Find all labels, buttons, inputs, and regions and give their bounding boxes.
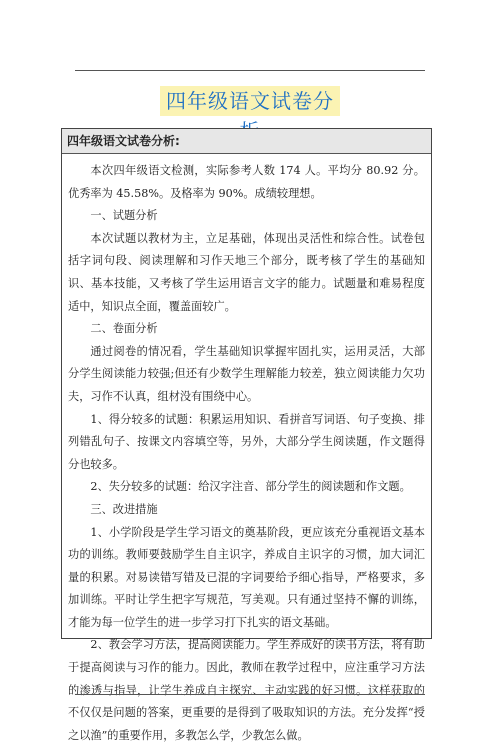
high-score-items-paragraph: 1、得分较多的试题：积累运用知识、看拼音写词语、句子变换、排列错乱句子、按课文内容填空等，另外，大部分学生阅读题，作文题得分也较多。 xyxy=(68,412,425,471)
improvement-paragraph-1: 1、小学阶段是学生学习语文的奠基阶段，更应该充分重视语文基本功的训练。教师要鼓励学生自主识字，养成自主识字的习惯，加大词汇量的积累。对易读错写错及已混的字词要给予细心指导，严格要求，多加训练。平时让学生把字写规范，写美观。只有通过坚持不懈的训练，才能为每一位学生的进一步学习打下扎实的语文基础。 xyxy=(68,525,425,629)
box-header: 四年级语文试卷分析: xyxy=(62,129,431,154)
summary-paragraph: 本次四年级语文检测，实际参考人数 174 人。平均分 80.92 分。优秀率为 45.58%。及格率为 90%。成绩较理想。 xyxy=(68,164,425,200)
section-heading-question-analysis: 一、试题分析 xyxy=(90,209,158,223)
low-score-items-paragraph: 2、失分较多的试题：给汉字注音、部分学生的阅读题和作文题。 xyxy=(90,480,411,494)
paper-analysis-paragraph: 通过阅卷的情况看，学生基础知识掌握牢固扎实，运用灵活，大部分学生阅读能力较强;但还有少数学生理解能力较差，独立阅读能力欠功夫，习作不认真，组材没有围绕中心。 xyxy=(68,344,425,403)
question-analysis-paragraph: 本次试题以教材为主，立足基础，体现出灵活性和综合性。试卷包括字词句段、阅读理解和习作天地三个部分，既考核了学生的基础知识、基本技能，又考核了学生运用语言文字的能力。试题量和难易程度适中，知识点全面，覆盖面较广。 xyxy=(68,231,425,313)
analysis-box xyxy=(61,128,432,742)
bottom-divider xyxy=(75,694,425,695)
analysis-body xyxy=(62,154,431,747)
section-heading-improvement: 三、改进措施 xyxy=(90,502,158,516)
improvement-paragraph-2: 2、教会学习方法，提高阅读能力。学生养成好的读书方法，将有助于提高阅读与习作的能力。因此，教师在教学过程中，应注重学习方法的渗透与指导，让学生养成自主探究、主动实践的好习惯。这样获取的不仅仅是问题的答案，更重要的是得到了吸取知识的方法。充分发挥“授之以渔”的重要作用，多教怎么学，少教怎么做。 xyxy=(68,638,425,742)
document-title: 四年级语文试卷分 xyxy=(160,86,340,116)
section-heading-paper-analysis: 二、卷面分析 xyxy=(90,322,158,336)
top-divider xyxy=(75,70,425,71)
